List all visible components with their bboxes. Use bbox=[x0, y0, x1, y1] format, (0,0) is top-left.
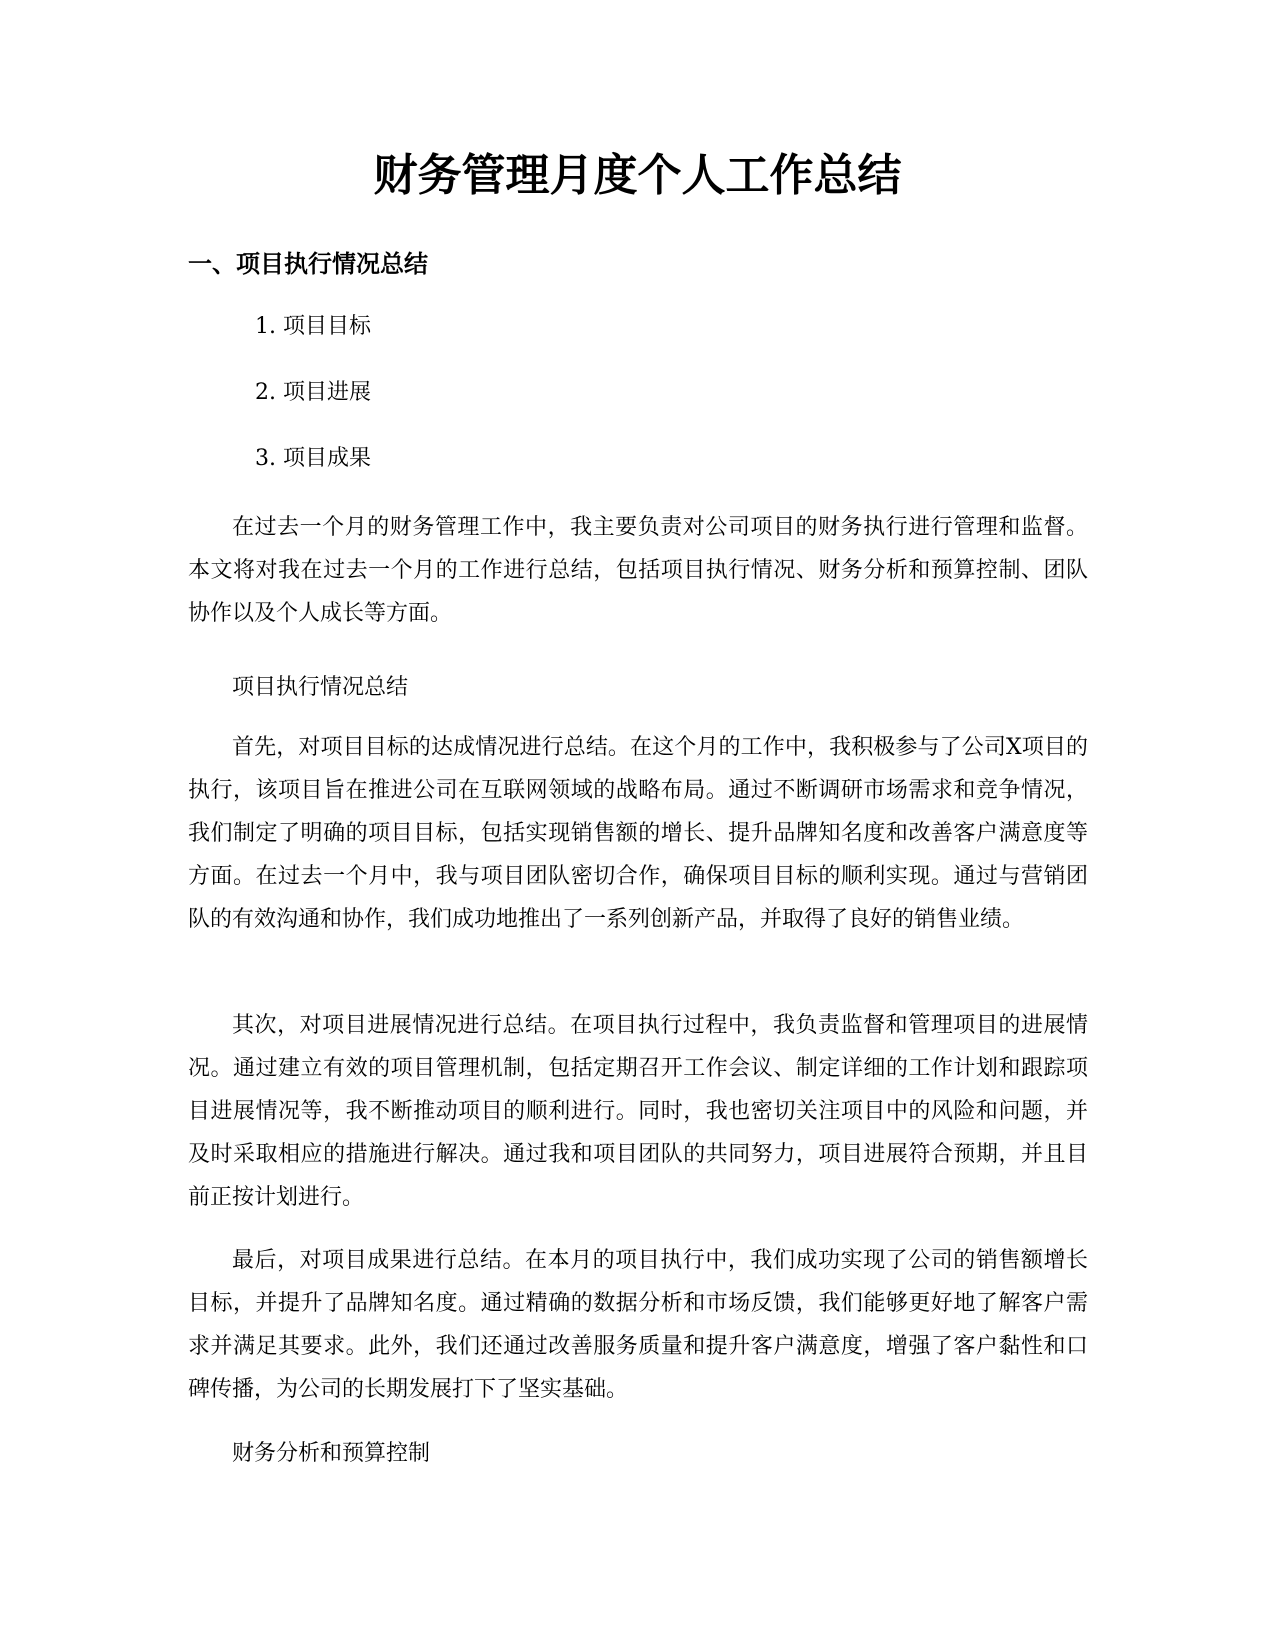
outline-list bbox=[255, 312, 371, 510]
result-paragraph: 最后，对项目成果进行总结。在本月的项目执行中，我们成功实现了公司的销售额增长目标，并提升了品牌知名度。通过精确的数据分析和市场反馈，我们能够更好地了解客户需求并满足其要求。此外，我们还通过改善服务质量和提升客户满意度，增强了客户黏性和口碑传播，为公司的长期发展打下了坚实基础。 bbox=[188, 1248, 1088, 1402]
subheading-financial-analysis: 财务分析和预算控制 bbox=[232, 1441, 431, 1466]
outline-item: 1. 项目目标 bbox=[255, 314, 371, 339]
section-heading: 一、项目执行情况总结 bbox=[188, 250, 428, 278]
outline-item: 2. 项目进展 bbox=[255, 380, 371, 405]
outline-item: 3. 项目成果 bbox=[255, 446, 371, 471]
intro-paragraph: 在过去一个月的财务管理工作中，我主要负责对公司项目的财务执行进行管理和监督。本文将对我在过去一个月的工作进行总结，包括项目执行情况、财务分析和预算控制、团队协作以及个人成长等方面。 bbox=[188, 515, 1088, 626]
document-title: 财务管理月度个人工作总结 bbox=[373, 150, 902, 201]
goal-paragraph: 首先，对项目目标的达成情况进行总结。在这个月的工作中，我积极参与了公司X项目的执行，该项目旨在推进公司在互联网领域的战略布局。通过不断调研市场需求和竞争情况，我们制定了明确的项目目标，包括实现销售额的增长、提升品牌知名度和改善客户满意度等方面。在过去一个月中，我与项目团队密切合作，确保项目目标的顺利实现。通过与营销团队的有效沟通和协作，我们成功地推出了一系列创新产品，并取得了良好的销售业绩。 bbox=[188, 735, 1088, 932]
progress-paragraph: 其次，对项目进展情况进行总结。在项目执行过程中，我负责监督和管理项目的进展情况。通过建立有效的项目管理机制，包括定期召开工作会议、制定详细的工作计划和跟踪项目进展情况等，我不断推动项目的顺利进行。同时，我也密切关注项目中的风险和问题，并及时采取相应的措施进行解决。通过我和项目团队的共同努力，项目进展符合预期，并且目前正按计划进行。 bbox=[188, 1013, 1088, 1210]
subheading-project-execution: 项目执行情况总结 bbox=[232, 675, 409, 700]
